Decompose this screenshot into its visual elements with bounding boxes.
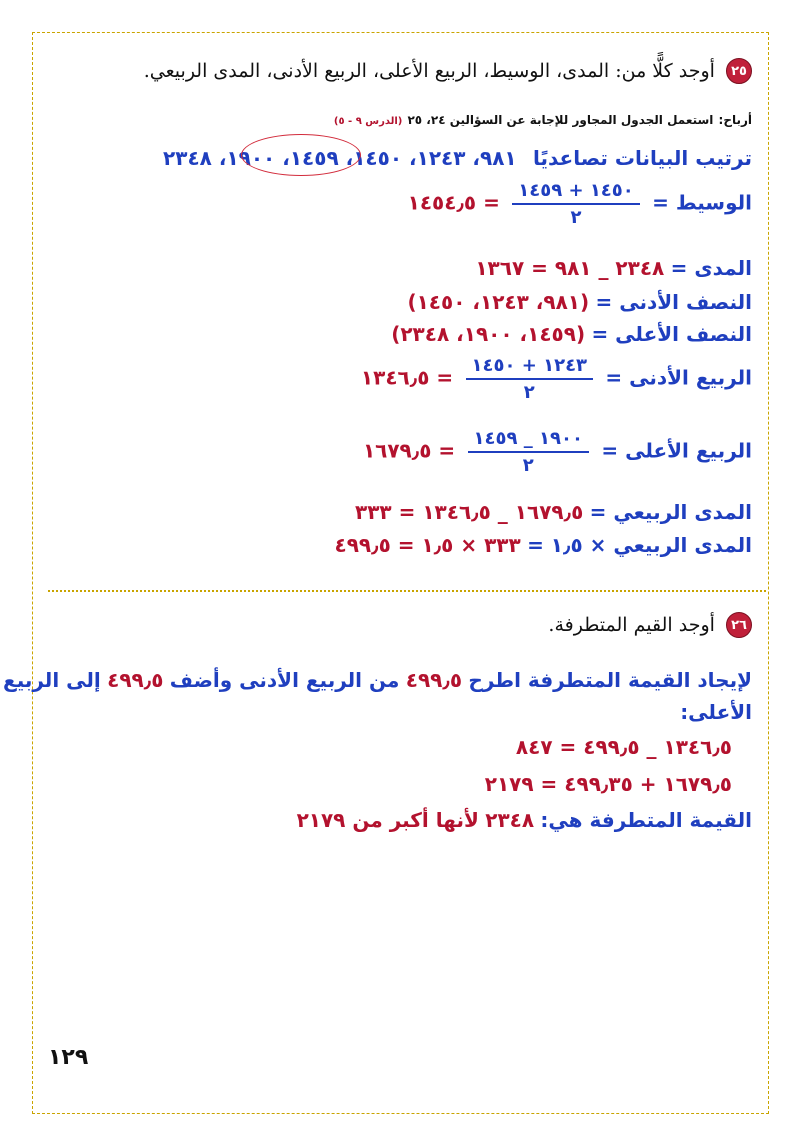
lower-quartile-label: الربيع الأدنى =	[605, 365, 752, 390]
lower-quartile-denominator: ٢	[523, 382, 535, 403]
instruction-part-a: لإيجاد القيمة المتطرفة اطرح	[468, 668, 752, 692]
upper-quartile-line	[363, 428, 752, 476]
upper-quartile-label: الربيع الأعلى =	[601, 438, 752, 463]
iqr-times-expression: ٣٣٣ × ١٫٥ = ٤٩٩٫٥	[334, 533, 521, 557]
upper-quartile-result: = ١٦٧٩٫٥	[362, 438, 456, 463]
median-numerator: ١٤٥٠ + ١٤٥٩	[512, 180, 640, 205]
ordered-label: ترتيب البيانات تصاعديًا	[532, 146, 752, 170]
range-label: المدى =	[670, 256, 752, 280]
page-number: ١٢٩	[48, 1045, 89, 1070]
question-number-badge: ٢٥	[726, 58, 752, 84]
median-line	[408, 180, 752, 228]
ordered-values: ٩٨١، ١٢٤٣، ١٤٥٠، ١٤٥٩، ١٩٠٠، ٢٣٤٨	[163, 146, 517, 170]
question-number-badge: ٢٦	[726, 612, 752, 638]
lower-quartile-numerator: ١٢٤٣ + ١٤٥٠	[466, 355, 594, 380]
lower-half-values: (٩٨١، ١٢٤٣، ١٤٥٠)	[407, 290, 590, 314]
instruction-part-b: من الربيع الأدنى وأضف	[169, 668, 400, 692]
highlight-ellipse	[241, 134, 361, 176]
iqr-times-label: المدى الربيعي × ١٫٥ =	[527, 533, 752, 557]
lower-quartile-line	[361, 355, 752, 403]
range-expression: ٢٣٤٨ _ ٩٨١ = ١٣٦٧	[475, 256, 665, 280]
calc-2: ١٦٧٩٫٥ + ٤٩٩٫٣٥ = ٢١٧٩	[484, 772, 732, 796]
question-text: أوجد كلًّا من: المدى، الوسيط، الربيع الأعلى، الربيع الأدنى، المدى الربيعي.	[143, 60, 715, 82]
conclusion-line	[297, 808, 752, 832]
conclusion-value: ٢٣٤٨	[485, 808, 535, 832]
upper-half-values: (١٤٥٩، ١٩٠٠، ٢٣٤٨)	[391, 322, 586, 346]
question-26	[548, 612, 752, 638]
median-fraction	[512, 180, 640, 228]
instruction-line	[3, 668, 752, 692]
instruction-line-2	[680, 700, 752, 724]
lower-quartile-result: = ١٣٤٦٫٥	[360, 365, 454, 390]
iqr-expression: ١٦٧٩٫٥ _ ١٣٤٦٫٥ = ٣٣٣	[355, 500, 584, 524]
instruction-value-2: ٤٩٩٫٥	[107, 668, 164, 692]
lower-half-line	[407, 290, 752, 314]
context-text: استعمل الجدول المجاور للإجابة عن السؤالين ٢٤، ٢٥	[407, 113, 714, 127]
question-25	[144, 58, 752, 84]
upper-quartile-fraction	[468, 428, 589, 476]
upper-half-label: النصف الأعلى =	[591, 322, 752, 346]
median-result: = ١٤٥٤٫٥	[407, 190, 500, 215]
iqr-line	[355, 500, 752, 524]
iqr-times-line	[335, 533, 753, 557]
lesson-reference: (الدرس ٩ - ٥)	[333, 116, 403, 127]
question-text: أوجد القيم المتطرفة.	[548, 614, 715, 636]
instruction-part-c: إلى الربيع	[3, 668, 101, 692]
upper-half-line	[391, 322, 752, 346]
upper-quartile-denominator: ٢	[522, 455, 534, 476]
conclusion-reason: لأنها أكبر من ٢١٧٩	[296, 808, 479, 832]
calc-1: ١٣٤٦٫٥ _ ٤٩٩٫٥ = ٨٤٧	[515, 735, 732, 759]
range-line	[475, 256, 752, 280]
calc-line-2	[485, 772, 732, 796]
lower-half-label: النصف الأدنى =	[595, 290, 752, 314]
upper-quartile-numerator: ١٩٠٠ _ ١٤٥٩	[468, 428, 589, 453]
instruction-value-1: ٤٩٩٫٥	[405, 668, 463, 692]
section-divider	[48, 590, 766, 592]
context-line	[334, 109, 752, 128]
iqr-label: المدى الربيعي =	[589, 500, 752, 524]
conclusion-label: القيمة المتطرفة هي:	[540, 808, 752, 832]
context-label: أرباح:	[718, 113, 752, 127]
median-label: الوسيط =	[652, 190, 752, 215]
calc-line-1	[516, 735, 732, 759]
instruction-part-d: الأعلى:	[680, 700, 752, 724]
lower-quartile-fraction	[466, 355, 594, 403]
median-denominator: ٢	[570, 207, 582, 228]
